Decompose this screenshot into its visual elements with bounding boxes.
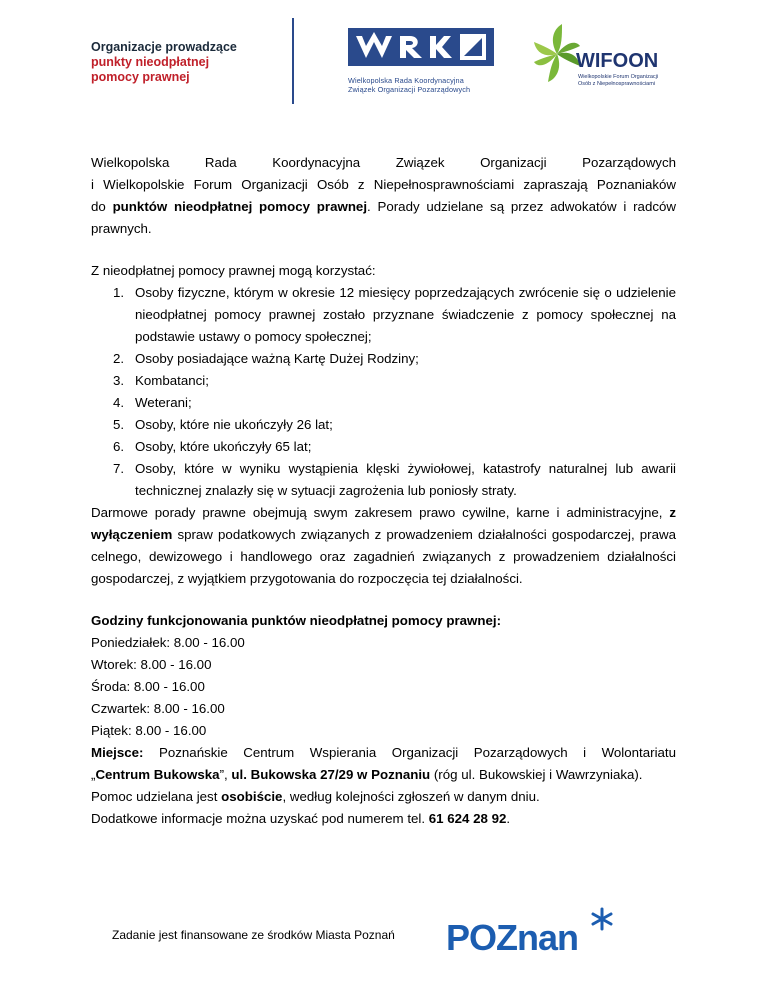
place-line1: Miejsce: Poznańskie Centrum Wspierania Organizacji Pozarządowych i Wolontariatu — [91, 745, 677, 760]
place-line2: „Centrum Bukowska”, ul. Bukowska 27/29 w Poznaniu (róg ul. Bukowskiej i Wawrzyniaka). — [91, 767, 643, 782]
header-title-line1: Organizacje prowadzące — [91, 40, 237, 54]
list-item: 1. Osoby fizyczne, którym w okresie 12 miesięcy poprzedzających zwrócenie się o udzielenie nieodpłatnej pomocy prawnej zostało przyznane świadczenie z pomocy społecznej na podstawie ustawy o pomocy społecznej; — [113, 285, 676, 344]
wifoon-name: WIFOON — [576, 50, 659, 72]
hours-wednesday: Środa: 8.00 - 16.00 — [91, 679, 205, 694]
wifoon-subtitle-line1: Wielkopolskie Forum Organizacji — [578, 74, 659, 80]
scope-exclusion: z wyłączeniem — [91, 505, 676, 542]
wrk-logo-mark — [348, 28, 494, 66]
list-item: 5. Osoby, które nie ukończyły 26 lat; — [113, 417, 333, 432]
eligibility-heading: Z nieodpłatnej pomocy prawnej mogą korzystać: — [91, 263, 376, 278]
header-organizations-title — [91, 40, 237, 85]
list-item: 3. Kombatanci; — [113, 373, 209, 388]
intro-paragraph-rest — [91, 196, 676, 240]
funding-note: Zadanie jest finansowane ze środków Miasta Poznań — [112, 928, 395, 942]
contact-phone: 61 624 28 92 — [428, 811, 507, 826]
intro-pre: do — [91, 199, 106, 214]
wifoon-pinwheel-icon — [532, 22, 582, 86]
hours-monday: Poniedziałek: 8.00 - 16.00 — [91, 635, 245, 650]
scope-paragraph: Darmowe porady prawne obejmują swym zakresem prawo cywilne, karne i administracyjne, z wyłączeniem spraw podatkowych związanych z prowadzeniem działalności gospodarczej, prawa celnego, dewizowego i handlowego oraz zagadnień związanych z prowadzeniem działalności gospodarczej, z wyjątkiem przygotowania do rozpoczęcia tej działalności. — [91, 505, 676, 586]
hours-friday: Piątek: 8.00 - 16.00 — [91, 723, 207, 738]
list-item: 7. Osoby, które w wyniku wystąpienia klęski żywiołowej, katastrofy naturalnej lub awarii technicznej znalazły się w sytuacji zagrożenia lub poniosły straty. — [113, 461, 676, 498]
intro-bold: punktów nieodpłatnej pomocy prawnej — [112, 199, 368, 214]
wifoon-logo — [532, 22, 682, 92]
list-item: 4. Weterani; — [113, 395, 192, 410]
header-title-line2: punkty nieodpłatnej — [91, 55, 210, 69]
hours-tuesday: Wtorek: 8.00 - 16.00 — [91, 657, 212, 672]
wrk-subtitle-line1: Wielkopolska Rada Koordynacyjna — [348, 76, 464, 85]
wifoon-subtitle-line2: Osób z Niepełnosprawnościami — [578, 80, 656, 87]
wrk-subtitle-line2: Związek Organizacji Pozarządowych — [348, 85, 471, 94]
header-title-line3: pomocy prawnej — [91, 70, 190, 84]
personal-bold: osobiście — [221, 789, 283, 804]
hours-heading: Godziny funkcjonowania punktów nieodpłatnej pomocy prawnej: — [91, 613, 502, 628]
header-divider — [292, 18, 294, 104]
document-body — [91, 152, 676, 830]
intro-line2: i Wielkopolskie Forum Organizacji Osób z Niepełnosprawnościami zapraszają Poznaniaków — [91, 177, 676, 192]
poznan-logo — [440, 905, 620, 965]
hours-thursday: Czwartek: 8.00 - 16.00 — [91, 701, 225, 716]
place-address: ul. Bukowska 27/29 w Poznaniu — [231, 767, 431, 782]
intro-line1: Wielkopolska Rada Koordynacyjna Związek Organizacji Pozarządowych — [91, 155, 676, 170]
list-item: 2. Osoby posiadające ważną Kartę Dużej Rodziny; — [113, 351, 419, 366]
personal-paragraph: Pomoc udzielana jest osobiście, według kolejności zgłoszeń w danym dniu. — [91, 789, 540, 804]
list-item: 6. Osoby, które ukończyły 65 lat; — [113, 439, 312, 454]
wrk-logo — [348, 28, 498, 98]
place-name: Centrum Bukowska — [95, 767, 220, 782]
eligibility-list — [91, 282, 676, 502]
place-label: Miejsce: — [91, 745, 144, 760]
intro-post: . Porady udzielane są przez adwokatów i radców prawnych. — [91, 199, 676, 236]
poznan-logo-text: POZnan — [446, 917, 579, 958]
asterisk-icon — [590, 907, 614, 931]
contact-paragraph: Dodatkowe informacje można uzyskać pod numerem tel. 61 624 28 92. — [91, 811, 511, 826]
